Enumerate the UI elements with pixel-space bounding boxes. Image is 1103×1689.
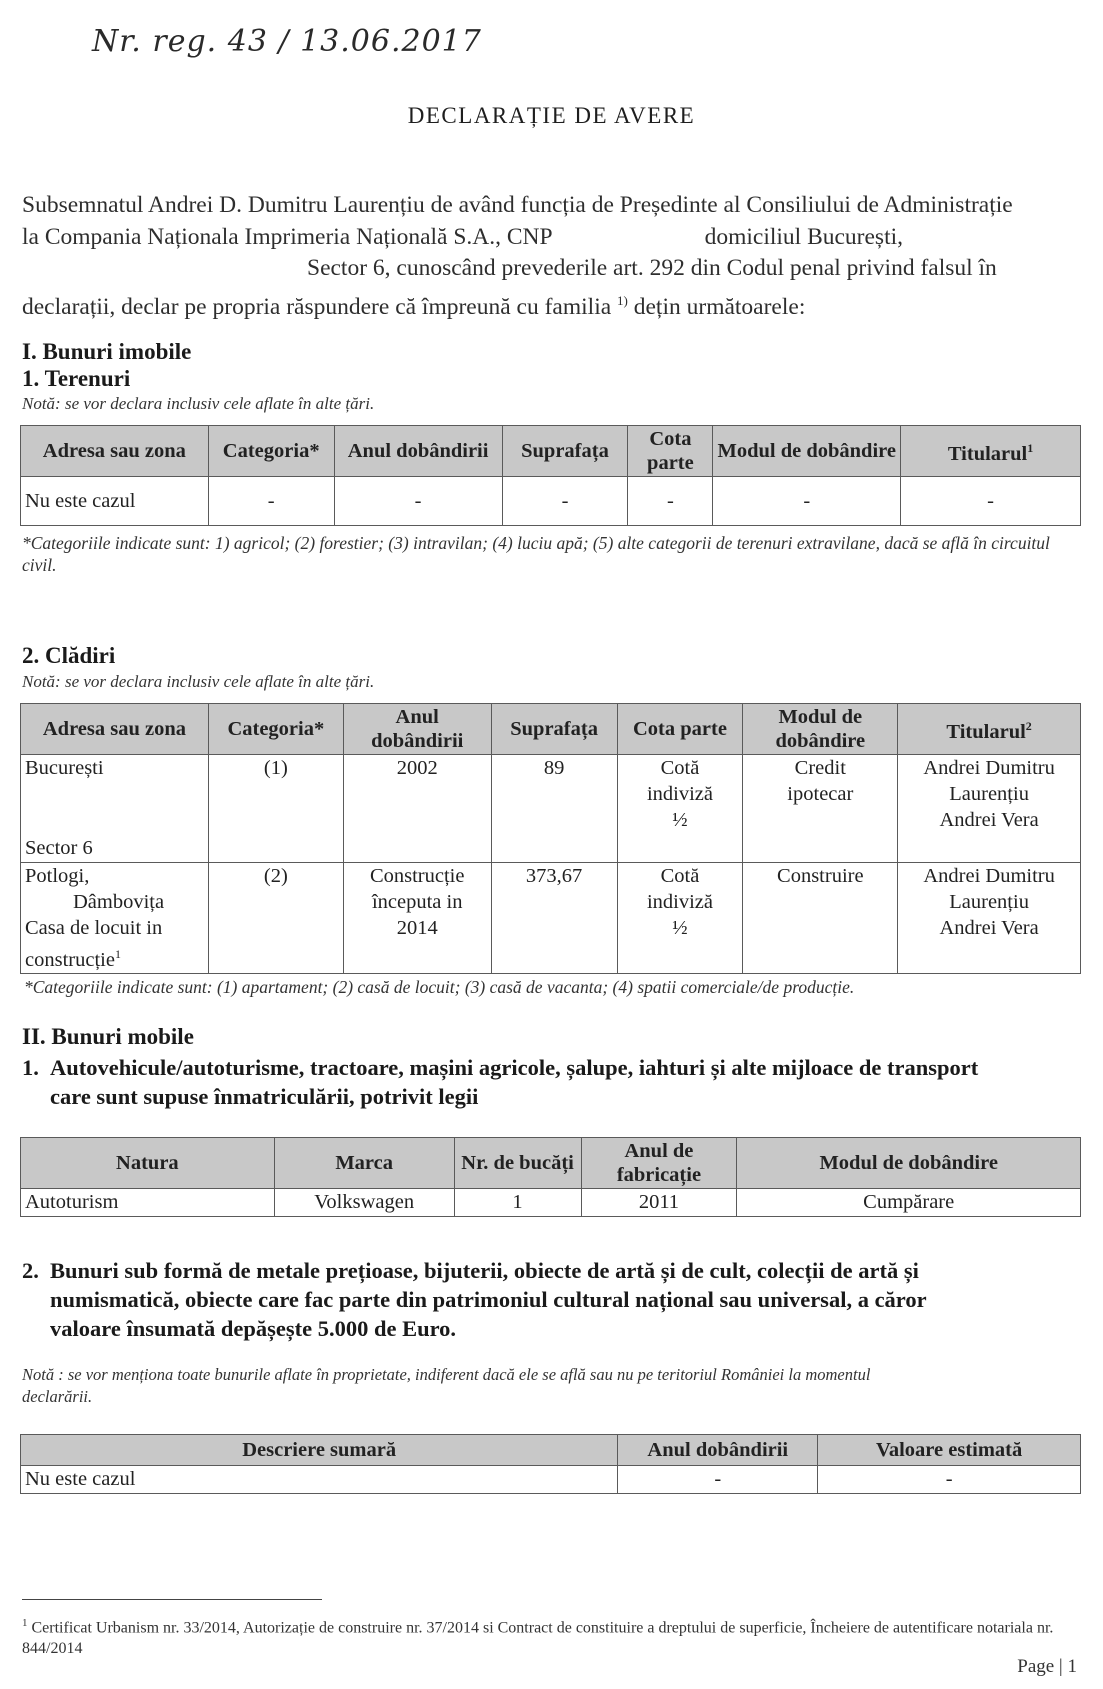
intro-line-2a: la Compania Naționala Imprimeria Națională S.A., CNP <box>22 223 553 250</box>
table-cell: - <box>713 477 901 526</box>
page-number: Page | 1 <box>1017 1656 1077 1677</box>
page-title: DECLARAȚIE DE AVERE <box>407 103 696 128</box>
table-cell: 1 <box>454 1189 581 1217</box>
col-header: Modul de dobândire <box>743 704 898 755</box>
col-header: Anul de fabricație <box>581 1138 737 1189</box>
terenuri-categories-note: *Categoriile indicate sunt: 1) agricol; (2) forestier; (3) intravilan; (4) luciu apă; (5) alte categorii de terenuri extravilane, dacă se află în circuitul civil. <box>22 533 1050 575</box>
intro-line-4b: dețin următoarele: <box>627 293 806 320</box>
vehicule-heading: 1. Autovehicule/autoturisme, tractoare, mașini agricole, șalupe, iahturi și alte mijloace de transport care sunt supuse înmatriculării, potrivit legii <box>22 1055 979 1109</box>
table-cell: Potlogi, Dâmbovița Casa de locuit in construcție$^1$ <box>21 863 209 974</box>
table-cell: Nu este cazul <box>21 477 209 526</box>
cladiri-categories-note: *Categoriile indicate sunt: (1) apartament; (2) casă de locuit; (3) casă de vacanta; (4) spatii comerciale/de producție. <box>24 977 855 997</box>
address-line: București <box>25 757 104 779</box>
col-header: Anul dobândirii <box>334 426 502 477</box>
col-header: Descriere sumară <box>21 1435 618 1466</box>
footnote-separator <box>22 1599 322 1600</box>
table-row <box>21 755 1081 863</box>
table-cell: Nu este cazul <box>21 1466 618 1494</box>
cladiri-heading: 2. Clădiri <box>22 643 116 668</box>
table-row <box>21 863 1081 974</box>
col-header: Natura <box>21 1138 275 1189</box>
table-cell: (1) <box>208 755 343 863</box>
intro-line-2 <box>22 222 1080 254</box>
cladiri-table <box>20 703 1081 974</box>
table-header-row <box>21 704 1081 755</box>
col-header: Nr. de bucăți <box>454 1138 581 1189</box>
table-cell <box>21 755 209 863</box>
table-row <box>21 1466 1081 1494</box>
terenuri-note: Notă: se vor declara inclusiv cele aflate în alte țări. <box>22 394 375 413</box>
table-header-row <box>21 1435 1081 1466</box>
table-cell: - <box>334 477 502 526</box>
col-header: Modul de dobândire <box>713 426 901 477</box>
table-row <box>21 477 1081 526</box>
table-cell: 2002 <box>343 755 491 863</box>
terenuri-heading: 1. Terenuri <box>22 366 131 391</box>
section-2-heading: II. Bunuri mobile <box>22 1024 194 1049</box>
col-header: Anul dobândirii <box>618 1435 818 1466</box>
intro-line-1: Subsemnatul Andrei D. Dumitru Laurențiu de având funcția de Președinte al Consiliului de Administrație <box>22 192 1013 218</box>
col-header: Titularul$^1$ <box>901 426 1081 477</box>
col-header: Adresa sau zona <box>21 426 209 477</box>
table-cell: Construcție începuta in 2014 <box>343 863 491 974</box>
intro-line-4a: declarații, declar pe propria răspundere că împreună cu familia <box>22 293 612 320</box>
table-cell: - <box>208 477 334 526</box>
table-header-row <box>21 426 1081 477</box>
col-header: Anul dobândirii <box>343 704 491 755</box>
table-cell: Andrei Dumitru Laurențiu Andrei Vera <box>898 863 1081 974</box>
section-1-heading: I. Bunuri imobile <box>22 339 192 364</box>
registration-number-handwritten: Nr. reg. 43 / 13.06.2017 <box>92 24 482 59</box>
col-header: Cota parte <box>628 426 713 477</box>
terenuri-table <box>20 425 1081 526</box>
table-cell: - <box>818 1466 1081 1494</box>
table-cell: Autoturism <box>21 1189 275 1217</box>
declaration-intro <box>22 190 1080 323</box>
table-cell: - <box>618 1466 818 1494</box>
intro-footnote-ref: 1) <box>617 292 628 308</box>
col-header: Marca <box>274 1138 454 1189</box>
table-cell: Construire <box>743 863 898 974</box>
col-header: Modul de dobândire <box>737 1138 1081 1189</box>
table-cell: - <box>901 477 1081 526</box>
vehicule-table <box>20 1137 1081 1217</box>
table-header-row <box>21 1138 1081 1189</box>
address-line: Sector 6 <box>25 837 93 859</box>
col-header: Suprafața <box>502 426 628 477</box>
table-cell: Andrei Dumitru Laurențiu Andrei Vera <box>898 755 1081 863</box>
col-header: Suprafața <box>491 704 617 755</box>
table-cell: 89 <box>491 755 617 863</box>
bunuri-heading: 2. Bunuri sub formă de metale prețioase, bijuterii, obiecte de artă și de cult, colecții de artă și numismatică, obiecte care fac parte din patrimoniul cultural național sau universal, a căror valoare însumată depășește 5.000 de Euro. <box>22 1258 927 1341</box>
footnote-ref: 2 <box>1025 719 1032 734</box>
footnote: $^1$ Certificat Urbanism nr. 33/2014, Autorizație de construire nr. 37/2014 si Contract de constituire a dreptului de superficie, Încheiere de autentificare notariala nr. 844/2014 <box>22 1617 1054 1658</box>
footnote-ref: 1 <box>114 947 121 961</box>
table-cell: Credit ipotecar <box>743 755 898 863</box>
col-header: Adresa sau zona <box>21 704 209 755</box>
table-cell: (2) <box>208 863 343 974</box>
table-cell: Cotă indiviză ½ <box>617 755 743 863</box>
intro-line-2b: domiciliul București, <box>704 223 904 250</box>
col-header: Categoria* <box>208 426 334 477</box>
table-cell: 373,67 <box>491 863 617 974</box>
table-cell: - <box>502 477 628 526</box>
bunuri-table <box>20 1434 1081 1494</box>
table-cell: Cotă indiviză ½ <box>617 863 743 974</box>
footnote-ref: 1 <box>1027 441 1034 456</box>
intro-line-3: Sector 6, cunoscând prevederile art. 292 din Codul penal privind falsul în <box>307 255 997 281</box>
col-header: Titularul$^2$ <box>898 704 1081 755</box>
table-cell: 2011 <box>581 1189 737 1217</box>
table-cell: - <box>628 477 713 526</box>
col-header: Valoare estimată <box>818 1435 1081 1466</box>
intro-line-4 <box>22 285 1080 323</box>
cladiri-note: Notă: se vor declara inclusiv cele aflate în alte țări. <box>22 672 375 691</box>
table-row <box>21 1189 1081 1217</box>
table-cell: Cumpărare <box>737 1189 1081 1217</box>
col-header: Cota parte <box>617 704 743 755</box>
bunuri-note: Notă : se vor menționa toate bunurile aflate în proprietate, indiferent dacă ele se află sau nu pe teritoriul României la momentul declarării. <box>22 1365 871 1406</box>
table-cell: Volkswagen <box>274 1189 454 1217</box>
col-header: Categoria* <box>208 704 343 755</box>
